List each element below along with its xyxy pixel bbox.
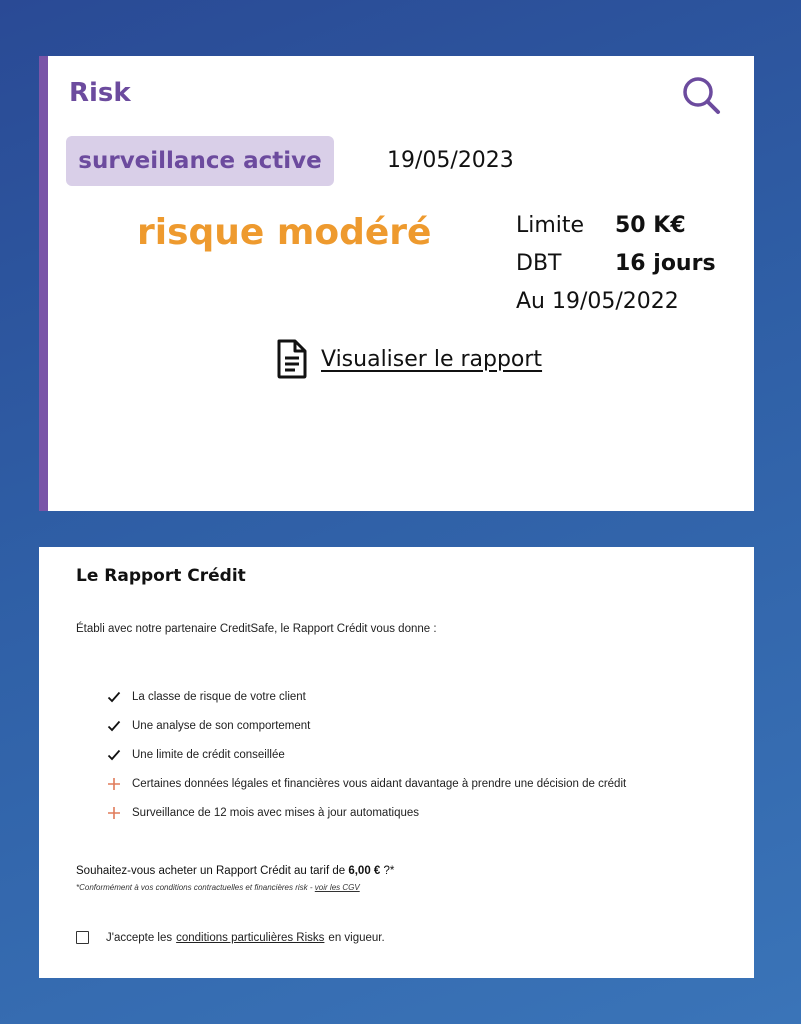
view-report-link[interactable]: Visualiser le rapport <box>321 346 543 372</box>
feature-text: Surveillance de 12 mois avec mises à jour automatiques <box>132 806 420 819</box>
feature-item <box>107 682 626 711</box>
credit-report-intro: Établi avec notre partenaire CreditSafe, le Rapport Crédit vous donne : <box>76 623 437 635</box>
feature-text: Certaines données légales et financières vous aidant davantage à prendre une décision de crédit <box>132 777 627 790</box>
credit-report-title: Le Rapport Crédit <box>76 566 246 586</box>
price: 6,00 € <box>348 865 381 877</box>
plus-icon <box>107 806 121 820</box>
feature-text: La classe de risque de votre client <box>132 690 306 703</box>
document-icon <box>275 338 309 380</box>
limit-label: Limite <box>516 213 585 238</box>
feature-item <box>107 769 626 798</box>
question-suffix: ?* <box>383 865 395 877</box>
check-icon <box>107 690 121 704</box>
risk-card <box>39 56 754 511</box>
accept-suffix: en vigueur. <box>328 931 385 944</box>
as-of-date: Au 19/05/2022 <box>516 289 679 314</box>
surveillance-date: 19/05/2023 <box>387 148 514 173</box>
question-prefix: Souhaitez-vous acheter un Rapport Crédit au tarif de <box>76 865 346 877</box>
limit-value: 50 K€ <box>615 213 686 238</box>
cgv-link[interactable]: voir les CGV <box>314 883 360 892</box>
feature-list <box>107 682 626 827</box>
risk-level: risque modéré <box>137 212 432 253</box>
accept-terms-row <box>76 931 385 944</box>
plus-icon <box>107 777 121 791</box>
risk-title: Risk <box>69 78 131 108</box>
feature-item <box>107 740 626 769</box>
view-report-button[interactable] <box>275 338 542 380</box>
feature-text: Une analyse de son comportement <box>132 719 311 732</box>
feature-text: Une limite de crédit conseillée <box>132 748 285 761</box>
terms-note <box>76 883 360 892</box>
credit-report-card <box>39 547 754 978</box>
check-icon <box>107 748 121 762</box>
purchase-question <box>76 865 394 877</box>
check-icon <box>107 719 121 733</box>
conditions-link[interactable]: conditions particulières Risks <box>176 931 325 944</box>
dbt-value: 16 jours <box>615 251 716 276</box>
accept-terms-checkbox[interactable] <box>76 931 89 944</box>
surveillance-badge: surveillance active <box>66 136 334 186</box>
feature-item <box>107 711 626 740</box>
dbt-label: DBT <box>516 251 562 276</box>
note-text: *Conformément à vos conditions contractuelles et financières risk - <box>76 883 313 892</box>
accept-prefix: J'accepte les <box>106 931 173 944</box>
search-icon[interactable] <box>680 74 722 116</box>
feature-item <box>107 798 626 827</box>
